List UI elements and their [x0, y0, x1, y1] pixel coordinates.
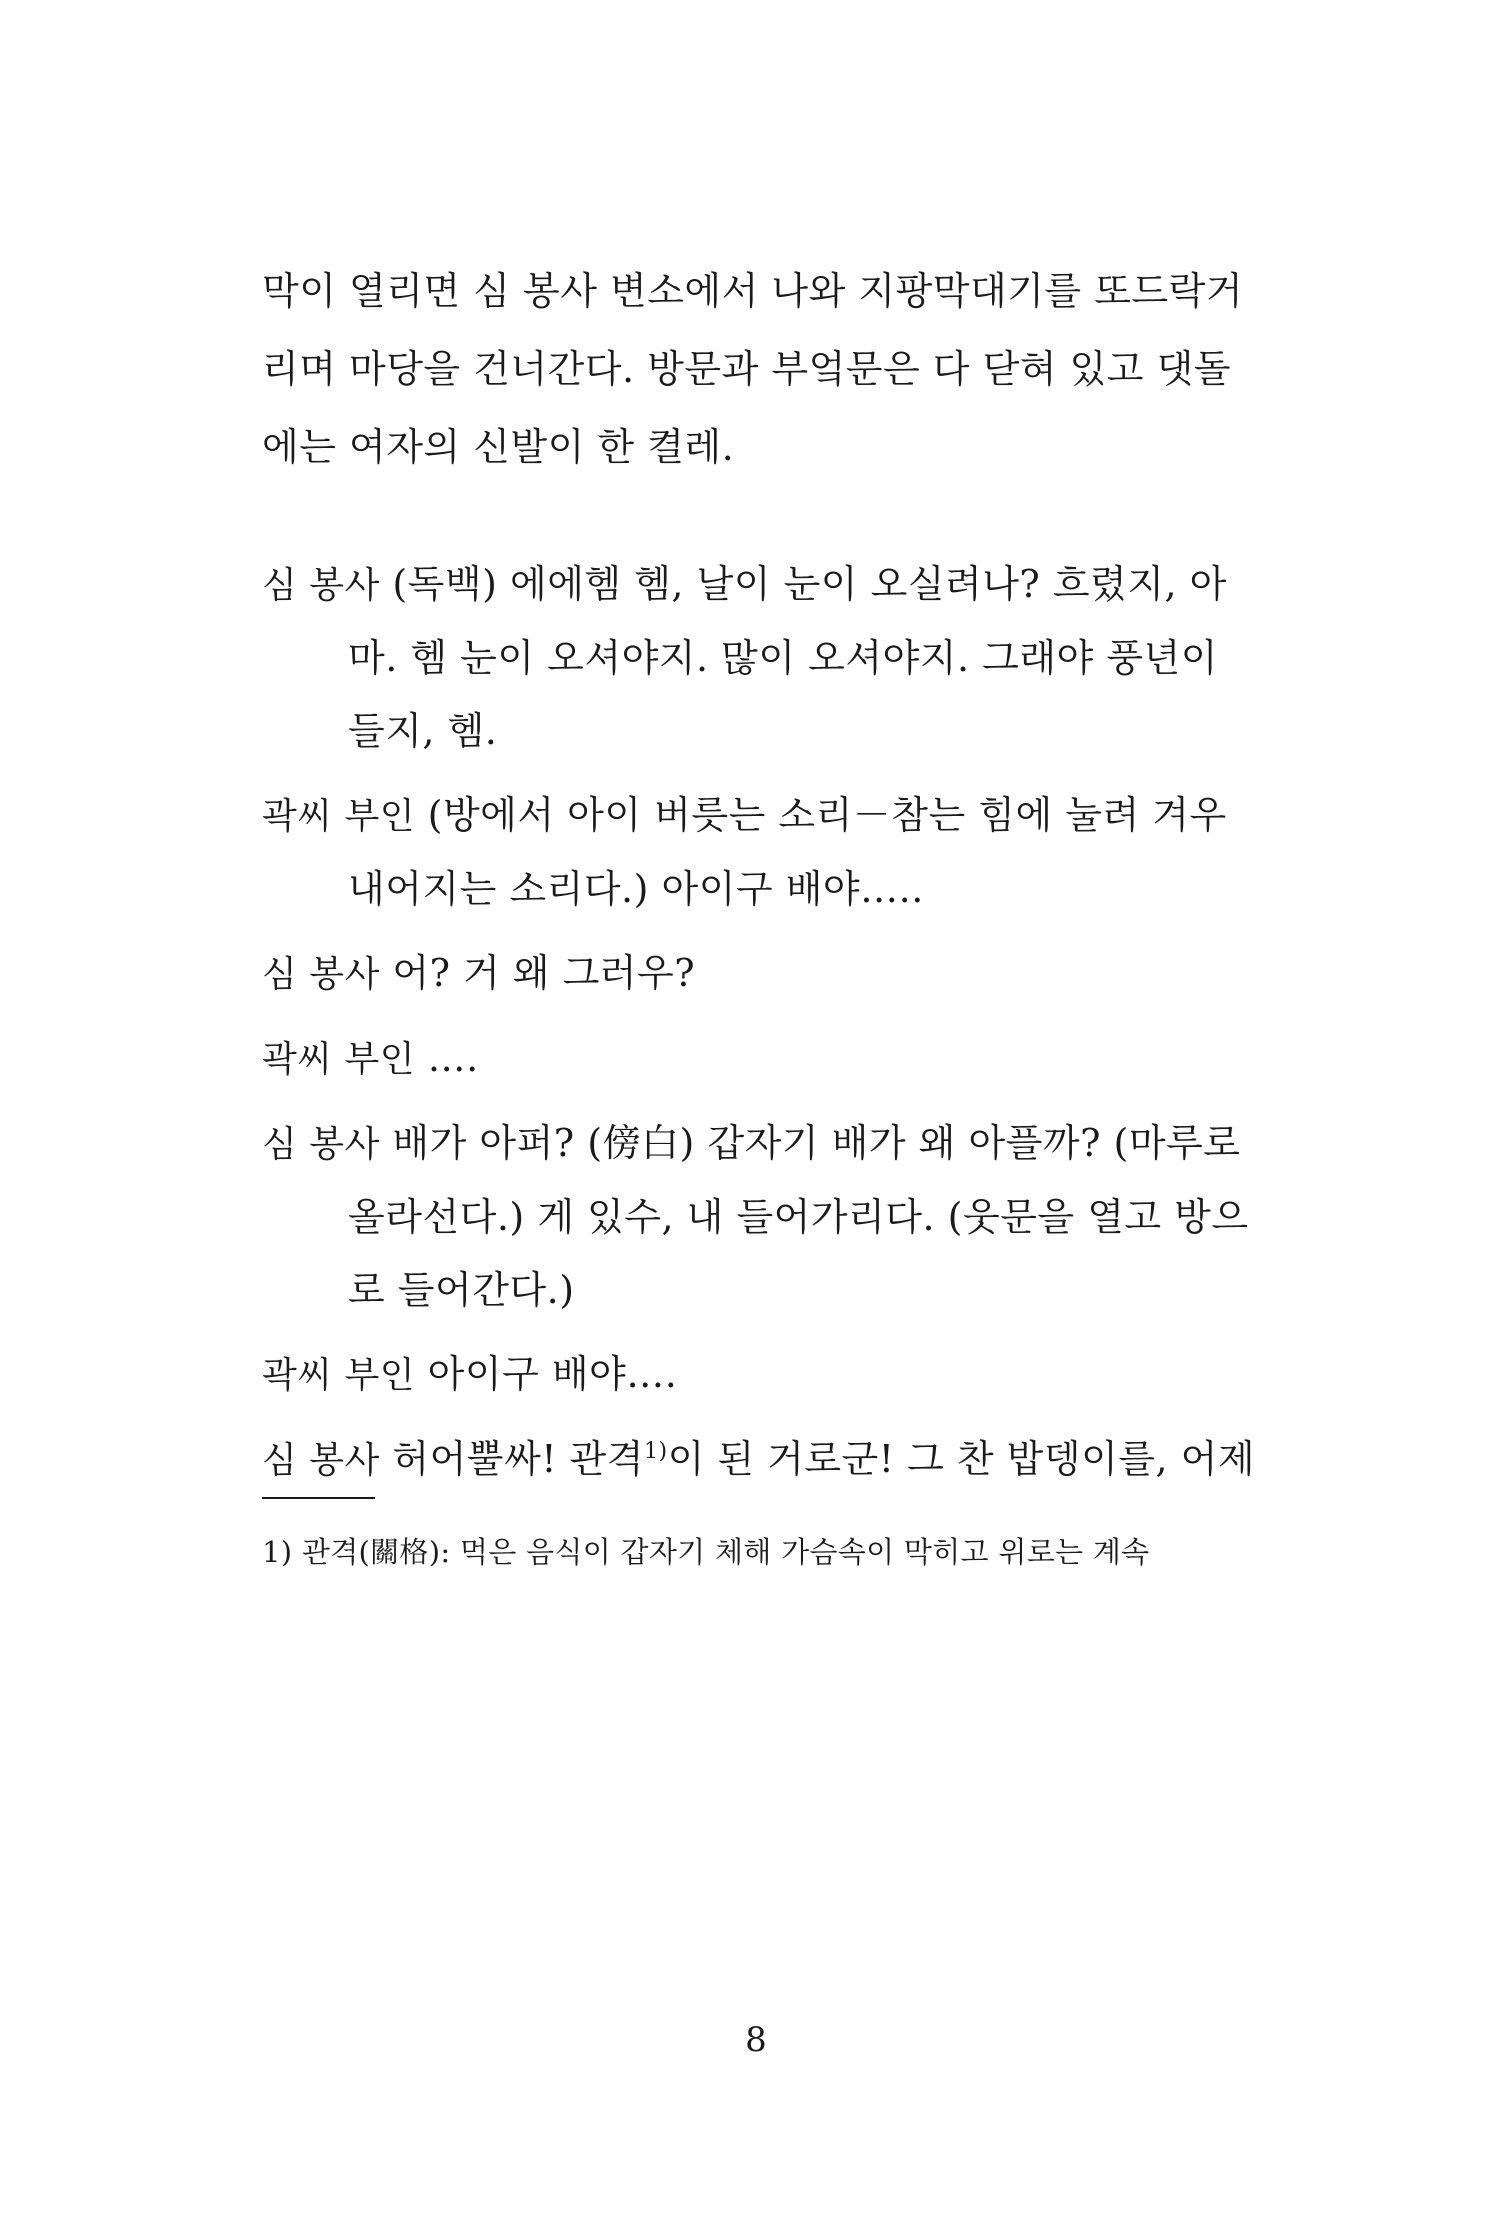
speech-text: 허어뿔싸! 관격	[379, 1437, 644, 1481]
speech-entry	[262, 548, 1252, 768]
stage-direction	[262, 252, 1244, 486]
speaker-name: 심 봉사	[262, 565, 380, 606]
stage-direction-line: 리며 마당을 건너간다. 방문과 부엌문은 다 닫혀 있고 댓돌	[262, 347, 1231, 391]
speech-entry	[262, 1423, 1256, 1497]
speech-entry	[262, 779, 1252, 926]
speech-entry	[262, 1107, 1252, 1327]
speech-text: 배가 아퍼? (傍白) 갑자기 배가 왜 아플까? (마루로	[379, 1121, 1241, 1165]
speech-continuation-line: 올라선다.) 게 있수, 내 들어가리다. (웃문을 열고 방으	[348, 1195, 1249, 1239]
speaker-name: 곽씨 부인	[262, 1355, 416, 1396]
stage-direction-line: 에는 여자의 신발이 한 켤레.	[262, 425, 735, 469]
footnote-reference[interactable]: 1)	[643, 1439, 668, 1464]
dialogue-block	[262, 548, 1256, 1508]
stage-direction-line: 막이 열리면 심 봉사 변소에서 나와 지팡막대기를 또드락거	[262, 269, 1244, 313]
speaker-name: 심 봉사	[262, 1124, 380, 1165]
speech-continuation-line: 들지, 헴.	[348, 709, 498, 753]
page-number: 8	[745, 2020, 767, 2060]
speech-entry	[262, 1022, 1252, 1096]
speech-entry	[262, 937, 1252, 1011]
speech-text: ….	[415, 1036, 479, 1080]
speaker-name: 심 봉사	[262, 1440, 380, 1481]
speech-text: 어? 거 왜 그러우?	[379, 951, 696, 995]
speech-continuation-line: 로 들어간다.)	[348, 1268, 575, 1312]
speaker-name: 곽씨 부인	[262, 1039, 416, 1080]
speech-text: (방에서 아이 버릇는 소리－참는 힘에 눌려 겨우	[415, 793, 1227, 837]
speech-continuation-line: 내어지는 소리다.) 아이구 배야…..	[348, 867, 924, 911]
speech-first-line	[262, 1338, 1252, 1412]
speech-first-line	[262, 937, 1252, 1011]
footnote-divider	[262, 1497, 375, 1499]
speech-first-line	[262, 548, 1252, 622]
speech-first-line	[262, 779, 1252, 853]
speech-continuation-line: 마. 헴 눈이 오셔야지. 많이 오셔야지. 그래야 풍년이	[348, 636, 1218, 680]
speech-first-line	[262, 1107, 1252, 1181]
speech-text: 이 된 거로군! 그 찬 밥뎅이를, 어제	[667, 1437, 1256, 1481]
speaker-name: 심 봉사	[262, 954, 380, 995]
speech-text: 아이구 배야….	[415, 1352, 678, 1396]
speech-entry	[262, 1338, 1252, 1412]
speech-text: (독백) 에에헴 헴, 날이 눈이 오실려나? 흐렸지, 아	[379, 562, 1227, 606]
speech-first-line	[262, 1022, 1252, 1096]
footnote: 1) 관격(關格): 먹은 음식이 갑자기 체해 가슴속이 막히고 위로는 계속	[262, 1535, 1150, 1569]
speech-first-line	[262, 1423, 1256, 1497]
speaker-name: 곽씨 부인	[262, 796, 416, 837]
